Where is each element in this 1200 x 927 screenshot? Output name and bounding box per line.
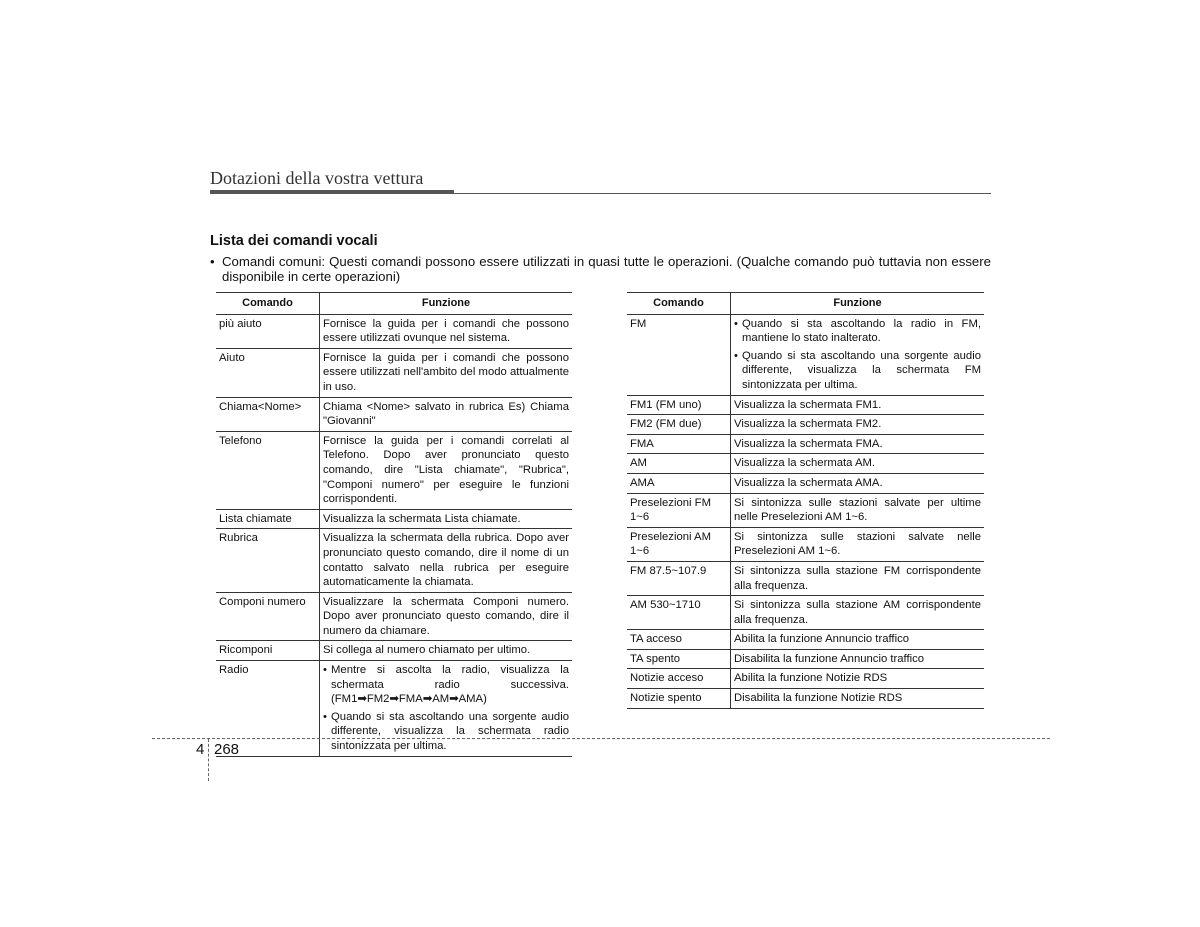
- command-cell: Preselezioni AM 1~6: [627, 527, 731, 561]
- function-cell: Si sintonizza sulle stazioni salvate per ultime nelle Preselezioni AM 1~6.: [731, 493, 985, 527]
- function-bullet-text: Quando si sta ascoltando una sorgente audio differente, visualizza la schermata radio sintonizzata per ultima.: [331, 710, 569, 753]
- intro-paragraph: [210, 254, 991, 284]
- function-cell: Visualizza la schermata Lista chiamate.: [320, 509, 573, 529]
- function-cell: Visualizzare la schermata Componi numero. Dopo aver pronunciato questo comando, dire il numero da chiamare.: [320, 592, 573, 641]
- column-header-command: Comando: [216, 293, 320, 315]
- table-row: [216, 348, 572, 397]
- command-cell: Chiama<Nome>: [216, 397, 320, 431]
- command-cell: Componi numero: [216, 592, 320, 641]
- command-cell: TA spento: [627, 649, 731, 669]
- function-cell: [320, 661, 573, 757]
- command-cell: Aiuto: [216, 348, 320, 397]
- commands-table-right: [627, 292, 984, 709]
- footer-divider: [152, 738, 1050, 739]
- chapter-number: 4: [196, 741, 205, 758]
- command-cell: Lista chiamate: [216, 509, 320, 529]
- table-row: [627, 689, 984, 709]
- command-cell: FM1 (FM uno): [627, 395, 731, 415]
- footer-divider-vertical: [208, 739, 209, 781]
- column-header-function: Funzione: [320, 293, 573, 315]
- table-row: [627, 434, 984, 454]
- function-cell: Visualizza la schermata AM.: [731, 454, 985, 474]
- function-cell: Visualizza la schermata della rubrica. Dopo aver pronunciato questo comando, dire il nome di un contatto salvato nella rubrica per eseguire automaticamente la chiamata.: [320, 529, 573, 592]
- bullet-icon: •: [210, 254, 215, 269]
- table-row: [216, 529, 572, 592]
- table-row: [216, 592, 572, 641]
- function-bullet-item: [734, 317, 981, 346]
- command-cell: FM 87.5~107.9: [627, 561, 731, 595]
- table-row: [627, 395, 984, 415]
- bullet-icon: •: [323, 710, 327, 723]
- command-cell: TA acceso: [627, 630, 731, 650]
- table-row: [216, 509, 572, 529]
- table-header-row: [216, 293, 572, 315]
- function-cell: Visualizza la schermata FM1.: [731, 395, 985, 415]
- table-row: [627, 314, 984, 395]
- function-bullet-text: Quando si sta ascoltando la radio in FM, mantiene lo stato inalterato.: [742, 317, 981, 345]
- function-cell: Visualizza la schermata FM2.: [731, 415, 985, 435]
- function-cell: Si sintonizza sulla stazione AM corrispondente alla frequenza.: [731, 596, 985, 630]
- table-row: [627, 561, 984, 595]
- header-rule-thick: [210, 190, 454, 194]
- command-cell: AMA: [627, 473, 731, 493]
- page-heading: Lista dei comandi vocali: [210, 233, 378, 249]
- table-row: [216, 431, 572, 509]
- function-bullet-item: [323, 663, 569, 707]
- function-bullet-item: [323, 710, 569, 754]
- table-row: [216, 641, 572, 661]
- table-row: [627, 527, 984, 561]
- header-rule-thin: [454, 193, 991, 194]
- function-cell: Visualizza la schermata AMA.: [731, 473, 985, 493]
- command-cell: Notizie acceso: [627, 669, 731, 689]
- command-cell: Rubrica: [216, 529, 320, 592]
- function-cell: [731, 314, 985, 395]
- function-cell: Abilita la funzione Annuncio traffico: [731, 630, 985, 650]
- function-cell: Si sintonizza sulle stazioni salvate nelle Preselezioni AM 1~6.: [731, 527, 985, 561]
- function-cell: Chiama <Nome> salvato in rubrica Es) Chiama "Giovanni": [320, 397, 573, 431]
- table-row: [627, 596, 984, 630]
- intro-text: Comandi comuni: Questi comandi possono essere utilizzati in quasi tutte le operazioni. (Qualche comando può tuttavia non essere disponibile in certe operazioni): [222, 254, 991, 284]
- command-cell: più aiuto: [216, 314, 320, 348]
- command-cell: Ricomponi: [216, 641, 320, 661]
- table-row: [627, 493, 984, 527]
- table-row: [216, 397, 572, 431]
- function-cell: Disabilita la funzione Annuncio traffico: [731, 649, 985, 669]
- column-header-command: Comando: [627, 293, 731, 315]
- section-title: Dotazioni della vostra vettura: [210, 168, 424, 188]
- table-row: [216, 314, 572, 348]
- command-cell: Preselezioni FM 1~6: [627, 493, 731, 527]
- function-cell: Fornisce la guida per i comandi che possono essere utilizzati nell'ambito del modo attualmente in uso.: [320, 348, 573, 397]
- function-bullet-text: Mentre si ascolta la radio, visualizza la schermata radio successiva. (FM1➡FM2➡FMA➡AM➡AMA): [331, 664, 569, 706]
- command-cell: AM: [627, 454, 731, 474]
- table-row: [627, 415, 984, 435]
- command-cell: FM: [627, 314, 731, 395]
- table-row: [627, 669, 984, 689]
- table-row: [627, 454, 984, 474]
- bullet-icon: •: [323, 664, 327, 677]
- function-cell: Fornisce la guida per i comandi correlati al Telefono. Dopo aver pronunciato questo comando, dire "Lista chiamate", "Rubrica", "Componi numero" per eseguire le funzioni corrispondenti.: [320, 431, 573, 509]
- table-row: [627, 473, 984, 493]
- command-cell: Radio: [216, 661, 320, 757]
- command-cell: FM2 (FM due): [627, 415, 731, 435]
- function-cell: Si collega al numero chiamato per ultimo.: [320, 641, 573, 661]
- command-cell: Telefono: [216, 431, 320, 509]
- table-row: [627, 649, 984, 669]
- function-bullet-text: Quando si sta ascoltando una sorgente audio differente, visualizza la schermata FM sintonizzata per ultima.: [742, 349, 981, 391]
- function-cell: Fornisce la guida per i comandi che possono essere utilizzati ovunque nel sistema.: [320, 314, 573, 348]
- table-row: [627, 630, 984, 650]
- function-cell: Visualizza la schermata FMA.: [731, 434, 985, 454]
- table-body: [627, 314, 984, 708]
- function-bullet-item: [734, 349, 981, 393]
- bullet-icon: •: [734, 349, 738, 362]
- bullet-icon: •: [734, 317, 738, 330]
- commands-table-left: [216, 292, 572, 757]
- command-cell: Notizie spento: [627, 689, 731, 709]
- function-cell: Abilita la funzione Notizie RDS: [731, 669, 985, 689]
- function-cell: Disabilita la funzione Notizie RDS: [731, 689, 985, 709]
- table-row: [216, 661, 572, 757]
- command-cell: FMA: [627, 434, 731, 454]
- function-cell: Si sintonizza sulla stazione FM corrispondente alla frequenza.: [731, 561, 985, 595]
- column-header-function: Funzione: [731, 293, 985, 315]
- table-body: [216, 314, 572, 756]
- page-number: 268: [214, 741, 240, 758]
- table-header-row: [627, 293, 984, 315]
- command-cell: AM 530~1710: [627, 596, 731, 630]
